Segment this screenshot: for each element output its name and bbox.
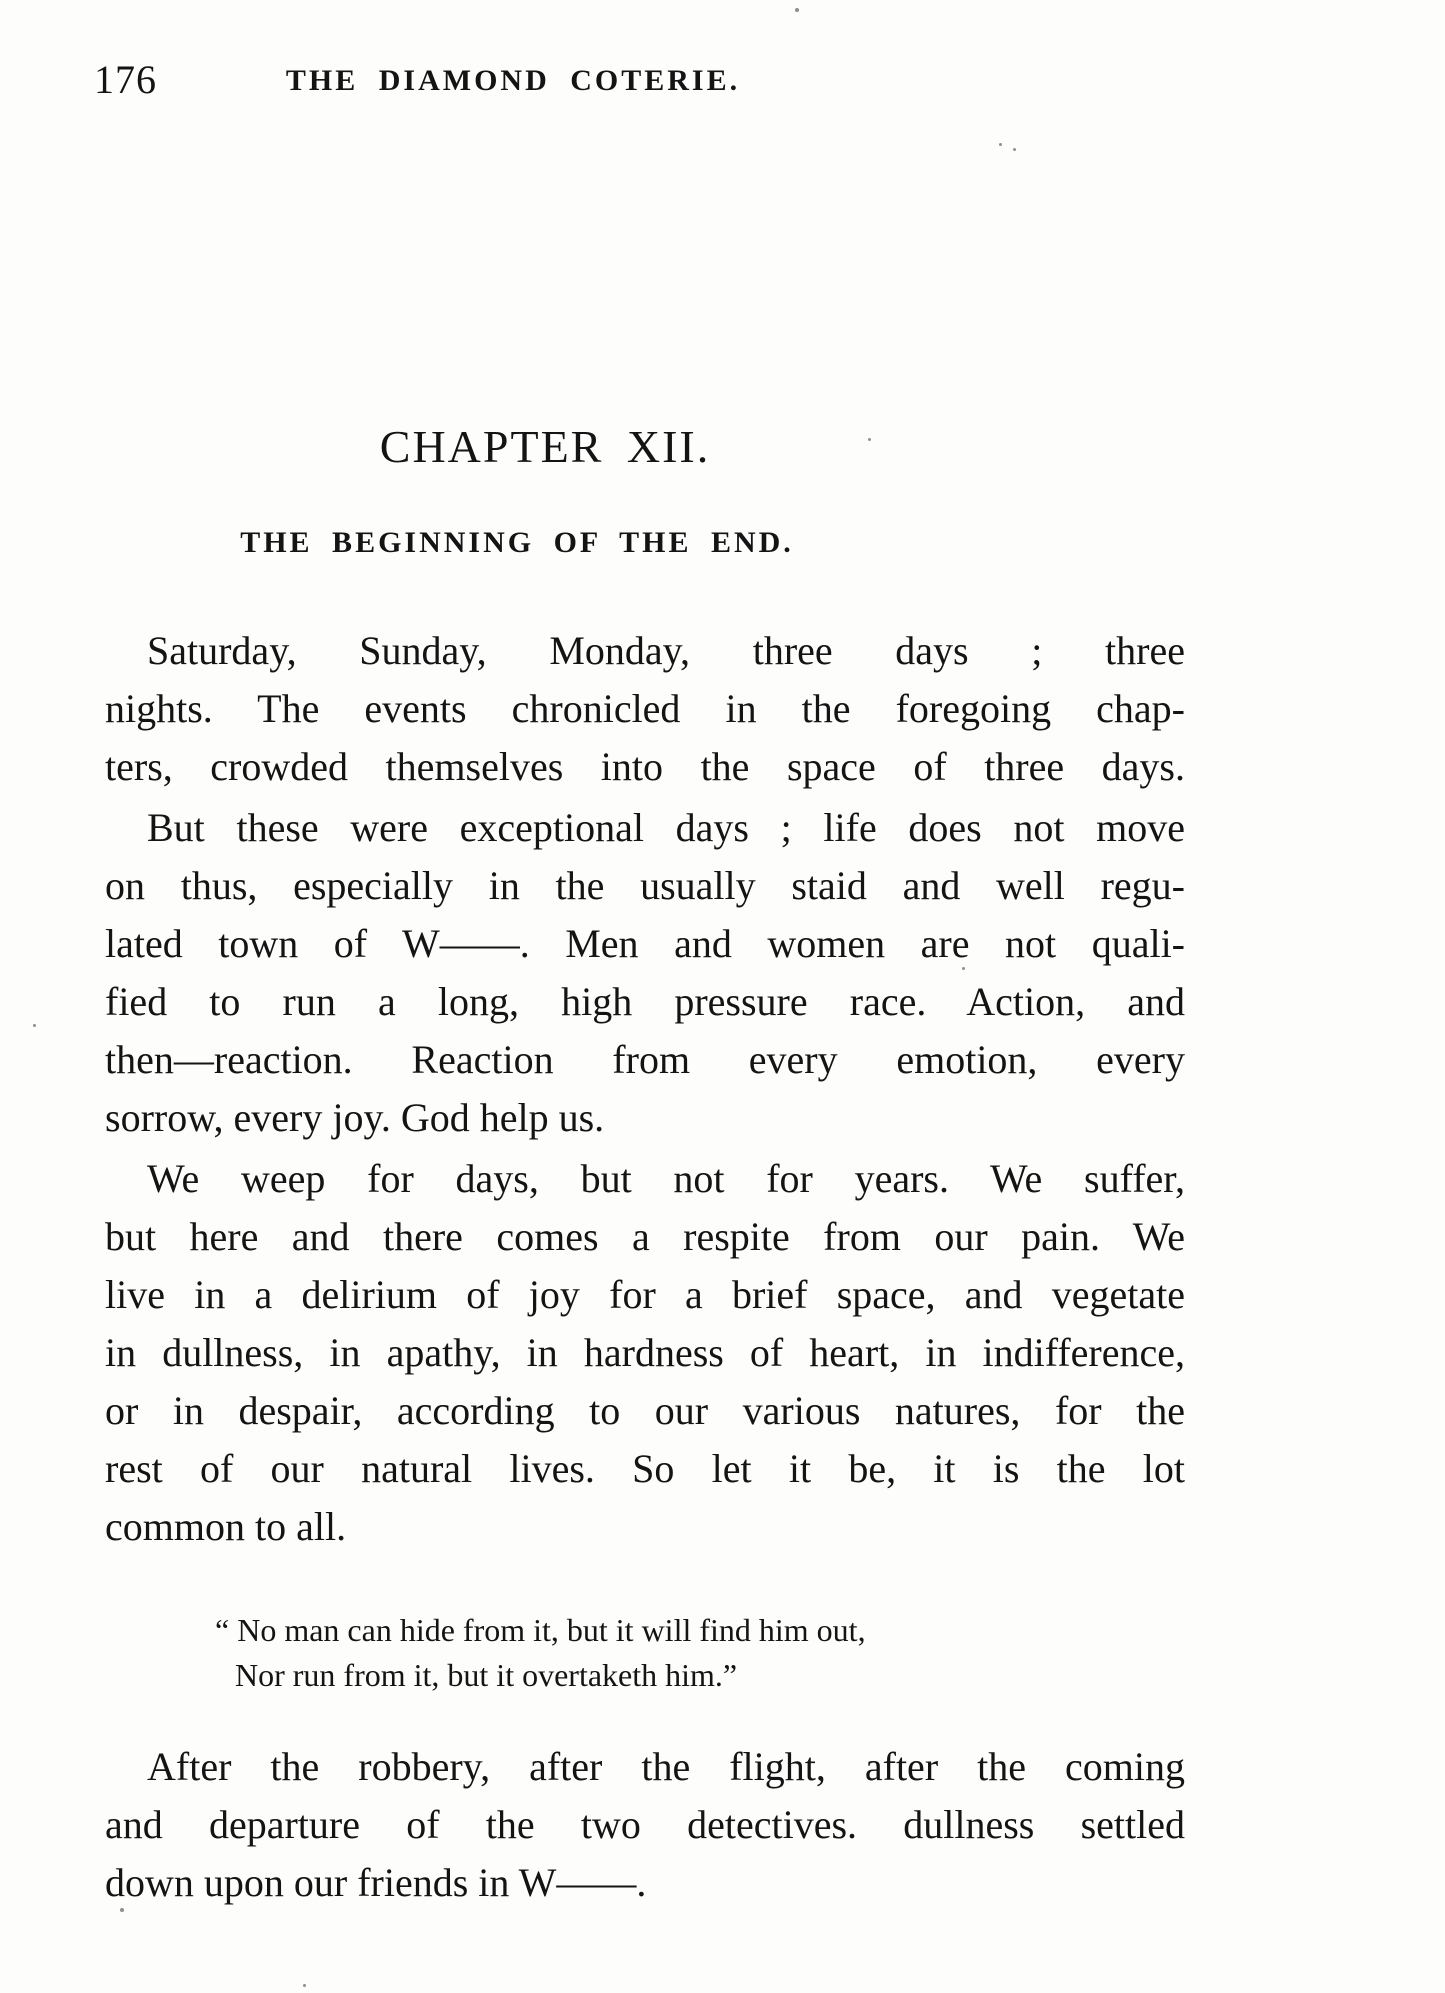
chapter-title: CHAPTER XII. — [379, 421, 711, 472]
scan-speck — [795, 8, 799, 12]
text-line: We weep for days, but not for years. We suffer, — [147, 1156, 1185, 1201]
scan-speck — [868, 438, 871, 441]
quote-line: “ No man can hide from it, but it will find him out, — [215, 1612, 866, 1648]
paragraph — [105, 1738, 1185, 1912]
text-line: live in a delirium of joy for a brief space, and vegetate — [105, 1272, 1185, 1317]
text-line: down upon our friends in W——. — [105, 1860, 647, 1905]
paragraph — [105, 1150, 1185, 1556]
text-line: fied to run a long, high pressure race. Action, and — [105, 979, 1185, 1024]
paragraph — [105, 799, 1185, 1147]
body-text — [105, 622, 1185, 1915]
text-line: rest of our natural lives. So let it be, it is the lot — [105, 1446, 1185, 1491]
scan-speck — [962, 967, 965, 970]
chapter-subtitle: THE BEGINNING OF THE END. — [240, 526, 794, 559]
text-line: on thus, especially in the usually staid and well regu- — [105, 863, 1185, 908]
text-line: Saturday, Sunday, Monday, three days ; three — [147, 628, 1185, 673]
page-number: 176 — [94, 57, 157, 102]
text-line: then—reaction. Reaction from every emotion, every — [105, 1037, 1185, 1082]
text-line: common to all. — [105, 1504, 347, 1549]
text-line: sorrow, every joy. God help us. — [105, 1095, 605, 1140]
scan-speck — [303, 1984, 306, 1987]
text-line: lated town of W——. Men and women are not quali- — [105, 921, 1185, 966]
scan-speck — [120, 1908, 124, 1912]
quote-line: Nor run from it, but it overtaketh him.” — [235, 1657, 738, 1693]
text-line: After the robbery, after the flight, after the coming — [147, 1744, 1185, 1789]
text-line: and departure of the two detectives. dullness settled — [105, 1802, 1185, 1847]
text-line: But these were exceptional days ; life does not move — [147, 805, 1185, 850]
text-line: or in despair, according to our various natures, for the — [105, 1388, 1185, 1433]
scan-speck — [33, 1024, 36, 1027]
verse-quote — [105, 1608, 1185, 1698]
scan-speck — [1013, 148, 1016, 151]
running-head: THE DIAMOND COTERIE. — [285, 64, 741, 97]
scan-speck — [999, 143, 1002, 146]
text-line: but here and there comes a respite from our pain. We — [105, 1214, 1185, 1259]
text-line: ters, crowded themselves into the space of three days. — [105, 744, 1185, 789]
text-line: nights. The events chronicled in the foregoing chap- — [105, 686, 1185, 731]
text-line: in dullness, in apathy, in hardness of heart, in indifference, — [105, 1330, 1185, 1375]
paragraph — [105, 622, 1185, 796]
